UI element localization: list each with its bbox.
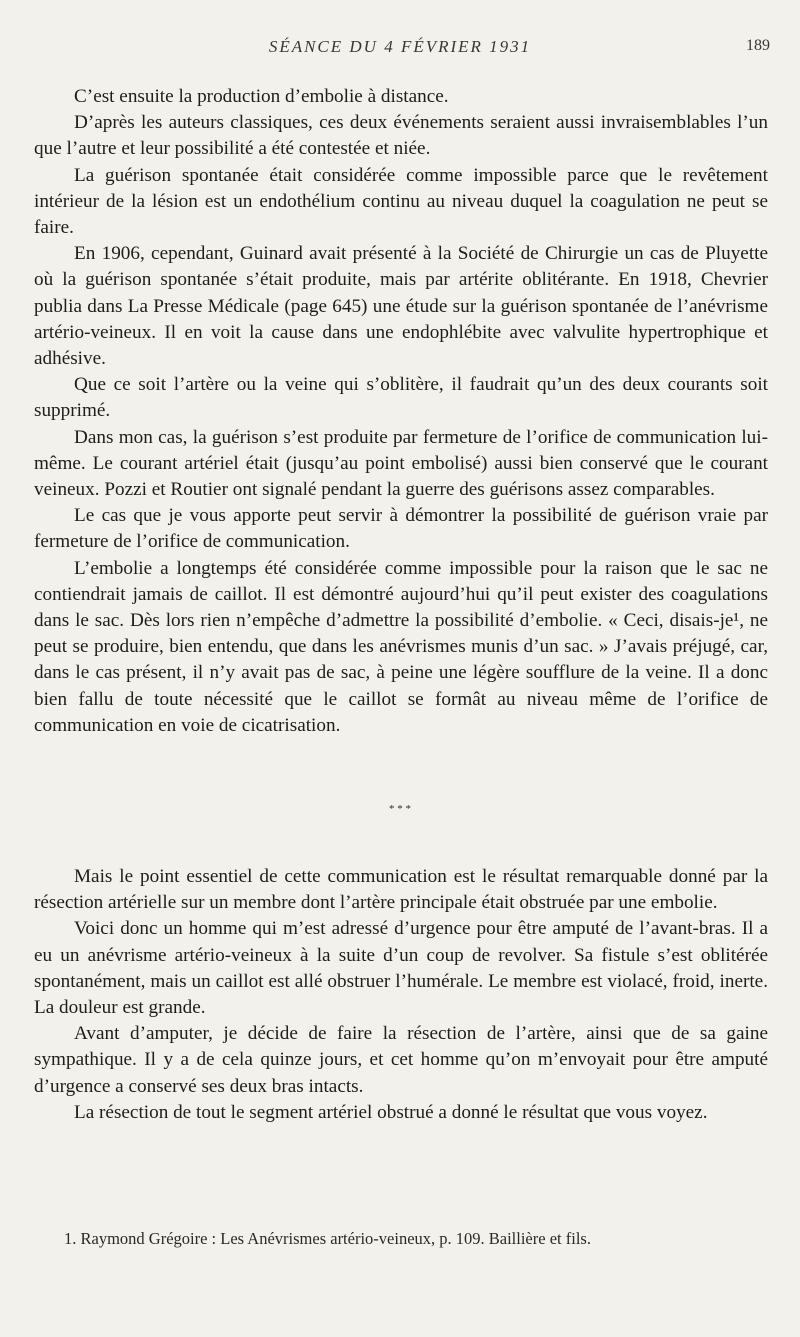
main-text bbox=[34, 84, 768, 739]
paragraph: Dans mon cas, la guérison s’est produite par fermeture de l’orifice de communication lui-même. Le courant artériel était (jusqu’au point embolisé) aussi bien conservé que le courant veineux. Pozzi et Routier ont signalé pendant la guerre des guérisons assez comparables. bbox=[34, 426, 768, 501]
paragraph: D’après les auteurs classiques, ces deux événements seraient aussi invraisemblables l’un que l’autre et leur possibilité a été contestée et niée. bbox=[34, 112, 768, 160]
header-title: SÉANCE DU 4 FÉVRIER 1931 bbox=[268, 37, 532, 56]
paragraph: C’est ensuite la production d’embolie à distance. bbox=[74, 86, 449, 107]
footnote: 1. Raymond Grégoire : Les Anévrismes artério-veineux, p. 109. Baillière et fils. bbox=[64, 1229, 591, 1248]
paragraph: Mais le point essentiel de cette communication est le résultat remarquable donné par la résection artérielle sur un membre dont l’artère principale était obstruée par une embolie. bbox=[34, 866, 768, 914]
paragraph: Voici donc un homme qui m’est adressé d’urgence pour être amputé de l’avant-bras. Il a eu un anévrisme artério-veineux à la suite d’un coup de revolver. Sa fistule s’est oblitérée spontanément, mais un caillot est allé obstruer l’humérale. Le membre est violacé, froid, inerte. La douleur est grande. bbox=[34, 918, 768, 1019]
paragraph: Avant d’amputer, je décide de faire la résection de l’artère, ainsi que de sa gaine sympathique. Il y a de cela quinze jours, et cet homme qu’on m’envoyait pour être amputé d’urgence a conservé ses deux bras intacts. bbox=[34, 1023, 768, 1097]
paragraph: Le cas que je vous apporte peut servir à démontrer la possibilité de guérison vraie par fermeture de l’orifice de communication. bbox=[34, 505, 768, 553]
paragraph: La guérison spontanée était considérée comme impossible parce que le revêtement intérieur de la lésion est un endothélium continu au niveau duquel la coagulation ne peut se faire. bbox=[34, 164, 768, 239]
section-separator: * * * bbox=[389, 803, 411, 815]
paragraph: Que ce soit l’artère ou la veine qui s’oblitère, il faudrait qu’un des deux courants soit supprimé. bbox=[34, 374, 768, 422]
main-text-section-2 bbox=[34, 864, 768, 1126]
paragraph: En 1906, cependant, Guinard avait présenté à la Société de Chirurgie un cas de Pluyette où la guérison spontanée s’était produite, mais par artérite oblitérante. En 1918, Chevrier publia dans La Presse Médicale (page 645) une étude sur la guérison spontanée de l’anévrisme artério-veineux. Il en voit la cause dans une endophlébite avec valvulite hypertrophique et adhésive. bbox=[34, 243, 768, 370]
paragraph: La résection de tout le segment artériel obstrué a donné le résultat que vous voyez. bbox=[74, 1101, 708, 1123]
running-header bbox=[0, 37, 800, 61]
paragraph: L’embolie a longtemps été considérée comme impossible pour la raison que le sac ne contiendrait jamais de caillot. Il est démontré aujourd’hui qu’il peut exister des coagulations dans le sac. Dès lors rien n’empêche d’admettre la possibilité d’embolie. « Ceci, disais-je¹, ne peut se produire, bien entendu, que dans les anévrismes munis d’un sac. » J’avais préjugé, car, dans le cas présent, il n’y avait pas de sac, à peine une légère soufflure de la veine. Il a donc bien fallu de toute nécessité que le caillot se formât au niveau même de l’orifice de communication en voie de cicatrisation. bbox=[34, 557, 768, 736]
page-number: 189 bbox=[746, 37, 770, 54]
